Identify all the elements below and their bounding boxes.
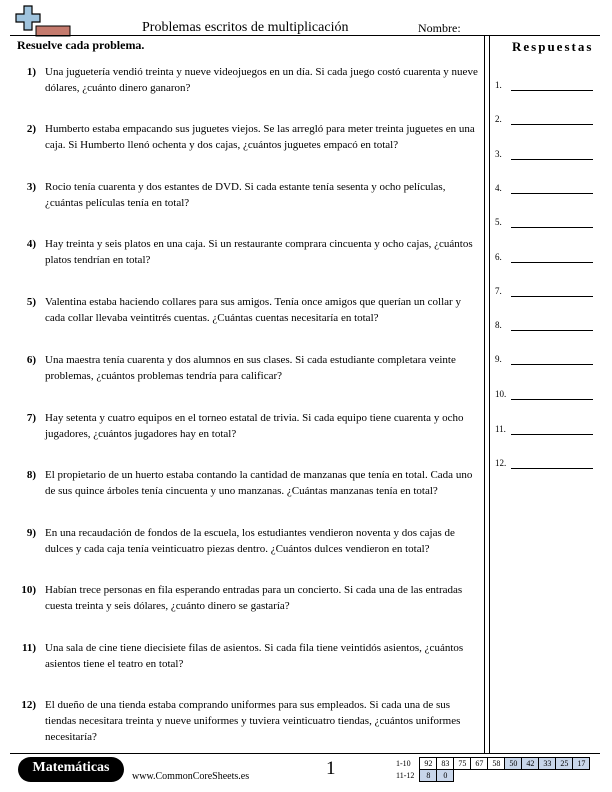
problem-number: 4) [26, 238, 36, 250]
answer-blank[interactable] [511, 364, 593, 365]
instructions: Resuelve cada problema. [17, 38, 145, 52]
problem-number: 12) [21, 699, 36, 711]
name-label: Nombre: [418, 21, 461, 35]
problem-text: Humberto estaba empacando sus juguetes viejos. Se las arregló para meter treinta juguetes en una caja. Si Humberto llenó ochenta y dos cajas, ¿cuántos juguetes empacó en total? [45, 123, 475, 151]
score-empty-cell [539, 770, 556, 782]
problem-text: Una maestra tenía cuarenta y dos alumnos en sus clases. Si cada estudiante completara veinte problemas, ¿cuántos problemas tendría para calificar? [45, 354, 456, 382]
score-range-label: 1-10 [396, 759, 411, 768]
score-row [396, 770, 590, 782]
answer-label: 7. [495, 286, 502, 296]
score-cell: 75 [454, 758, 471, 770]
score-empty-cell [454, 770, 471, 782]
answer-label: 8. [495, 320, 502, 330]
footer-divider [10, 753, 600, 754]
problem-number: 6) [26, 354, 36, 366]
problem-number: 10) [21, 584, 36, 596]
answer-blank[interactable] [511, 262, 593, 263]
answer-label: 12. [495, 458, 507, 468]
score-cell: 92 [420, 758, 437, 770]
answer-label: 3. [495, 149, 502, 159]
score-cell: 8 [420, 770, 437, 782]
problem-number: 3) [26, 181, 36, 193]
score-cell: 50 [505, 758, 522, 770]
answer-label: 2. [495, 114, 502, 124]
problem-text: Hay setenta y cuatro equipos en el torneo estatal de trivia. Si cada equipo tiene cuarenta y ocho jugadores, ¿cuántos jugadores hay en total? [45, 412, 464, 440]
site-url: www.CommonCoreSheets.es [132, 771, 250, 782]
problem-number: 2) [26, 123, 36, 135]
plus-logo-icon [14, 4, 72, 38]
score-cell: 58 [488, 758, 505, 770]
score-row [396, 758, 590, 770]
answer-label: 1. [495, 80, 502, 90]
answer-blank[interactable] [511, 90, 593, 91]
problem-text: En una recaudación de fondos de la escuela, los estudiantes vendieron noventa y dos cajas de dulces y cada caja tenía veinticuatro piezas dentro. ¿Cuántos dulces vendieron en total? [45, 527, 455, 555]
answer-label: 4. [495, 183, 502, 193]
answer-blank[interactable] [511, 159, 593, 160]
page-number: 1 [326, 758, 336, 779]
answer-blank[interactable] [511, 330, 593, 331]
score-cell: 25 [556, 758, 573, 770]
answer-column-divider [484, 35, 485, 753]
answer-blank[interactable] [511, 434, 593, 435]
problem-text: Rocio tenía cuarenta y dos estantes de DVD. Si cada estante tenía sesenta y ocho películas, ¿cuántas películas tenía en total? [45, 181, 446, 209]
score-range-label: 11-12 [396, 771, 415, 780]
problem-number: 5) [26, 296, 36, 308]
score-cell: 17 [573, 758, 590, 770]
problem-text: El dueño de una tienda estaba comprando uniformes para sus empleados. Si cada una de sus tiendas necesitara treinta y nueve uniformes y tuviera veinticuatro tiendas, ¿cuántos uniformes necesitaría? [45, 699, 461, 743]
problem-number: 11) [21, 642, 36, 654]
page-title: Problemas escritos de multiplicación [142, 20, 349, 35]
problem-number: 1) [26, 66, 36, 78]
answer-blank[interactable] [511, 227, 593, 228]
answer-blank[interactable] [511, 296, 593, 297]
answer-blank[interactable] [511, 124, 593, 125]
problem-number: 7) [26, 412, 36, 424]
answer-label: 11. [495, 424, 506, 434]
problem-text: El propietario de un huerto estaba contando la cantidad de manzanas que tenía en total. Cada uno de sus quince árboles tenía cincuenta y uno manzanas. ¿Cuántas manzanas tenía en total? [45, 469, 473, 497]
problem-text: Una sala de cine tiene diecisiete filas de asientos. Si cada fila tiene veintidós asientos, ¿cuántos asientos tiene el teatro en total? [45, 642, 464, 670]
problem-text: Una juguetería vendió treinta y nueve videojuegos en un día. Si cada juego costó cuarenta y nueve dólares, ¿cuánto dinero ganaron? [45, 66, 478, 94]
answers-title: Respuestas [512, 39, 594, 54]
score-empty-cell [505, 770, 522, 782]
problem-text: Habían trece personas en fila esperando entradas para un concierto. Si cada una de las entradas cuesta treinta y seis dólares, ¿cuánto dinero se gastaría? [45, 584, 463, 612]
score-empty-cell [573, 770, 590, 782]
problem-text: Valentina estaba haciendo collares para sus amigos. Tenía once amigos que querían un collar y cada collar llevaba veintitrés cuentas. ¿Cuántas cuentas necesitaría en total? [45, 296, 461, 324]
score-cell: 67 [471, 758, 488, 770]
score-cell: 83 [437, 758, 454, 770]
answer-blank[interactable] [511, 399, 593, 400]
score-empty-cell [556, 770, 573, 782]
answer-label: 9. [495, 354, 502, 364]
answer-column-divider-inner [489, 35, 490, 753]
answer-blank[interactable] [511, 193, 593, 194]
score-table [396, 757, 590, 782]
answer-label: 6. [495, 252, 502, 262]
problem-number: 9) [26, 527, 36, 539]
score-empty-cell [522, 770, 539, 782]
header-divider [10, 35, 600, 36]
problem-number: 8) [26, 469, 36, 481]
score-empty-cell [471, 770, 488, 782]
answer-blank[interactable] [511, 468, 593, 469]
answer-label: 10. [495, 389, 507, 399]
problem-text: Hay treinta y seis platos en una caja. Si un restaurante comprara cincuenta y ocho cajas, ¿cuántos platos tendrían en total? [45, 238, 473, 266]
score-empty-cell [488, 770, 505, 782]
score-cell: 42 [522, 758, 539, 770]
score-cell: 33 [539, 758, 556, 770]
score-cell: 0 [437, 770, 454, 782]
brand-label: Matemáticas [32, 760, 110, 775]
answer-label: 5. [495, 217, 502, 227]
